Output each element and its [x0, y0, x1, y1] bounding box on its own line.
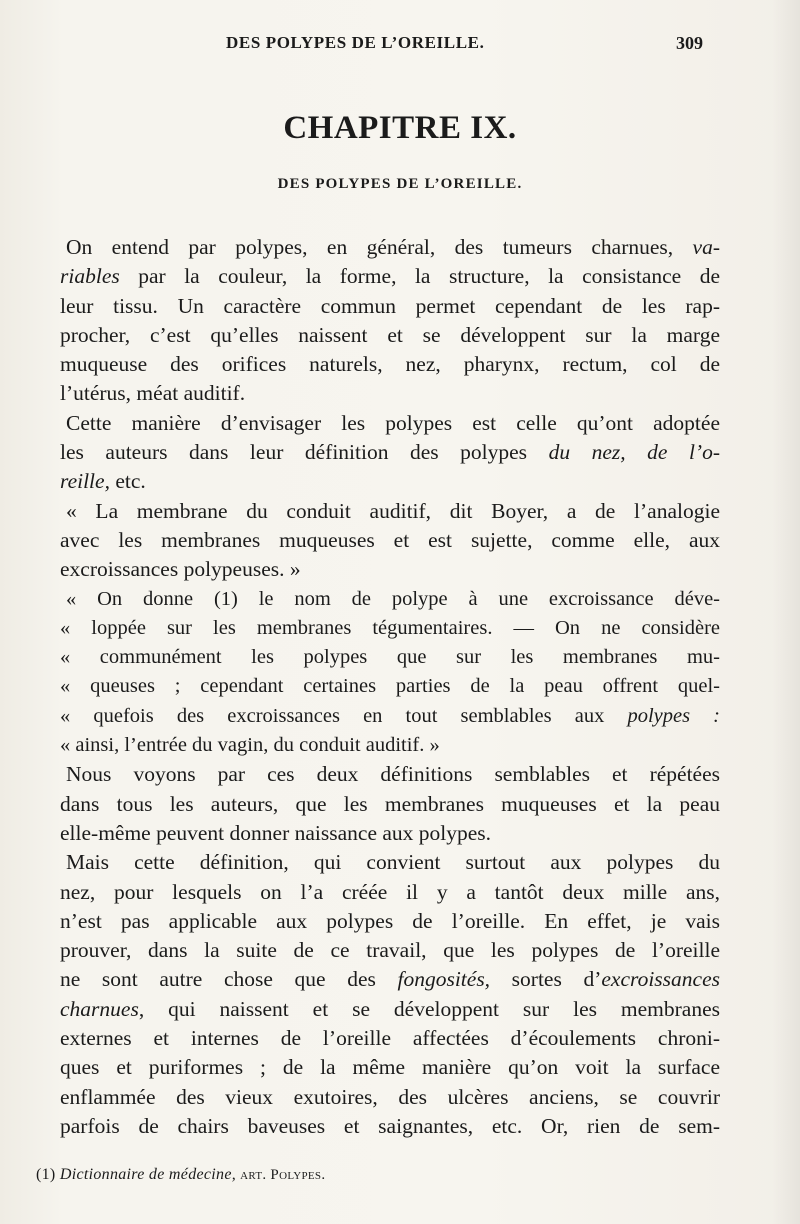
text-line [60, 1053, 720, 1082]
text-line [60, 702, 720, 731]
chapter-title: CHAPITRE IX. [283, 110, 517, 146]
italic-text: excroissances [601, 967, 720, 992]
text-run: avec les membranes muqueuses et est sujette, comme elle, aux [60, 527, 720, 552]
text-line [60, 790, 720, 819]
text-run: Mais cette définition, qui convient surtout aux polypes du [66, 850, 720, 875]
text-line [60, 350, 720, 379]
footnote [36, 1166, 325, 1184]
text-run: Nous voyons par ces deux définitions semblables et répétées [66, 762, 720, 787]
text-line [60, 555, 720, 584]
text-line [60, 292, 720, 321]
text-line [60, 965, 720, 994]
text-run: enflammée des vieux exutoires, des ulcères anciens, se couvrir [60, 1084, 720, 1109]
text-run: leur tissu. Un caractère commun permet cependant de les rap- [60, 293, 720, 318]
text-line [60, 1112, 720, 1141]
text-run: par la couleur, la forme, la structure, la consistance de [119, 264, 720, 289]
running-head [0, 33, 800, 59]
text-line [60, 262, 720, 291]
page-number: 309 [676, 33, 703, 53]
footnote-text: Dictionnaire de médecine, [55, 1166, 237, 1183]
text-run: n’est pas applicable aux polypes de l’oreille. En effet, je vais [60, 908, 720, 933]
italic-text: va- [692, 235, 720, 259]
text-line [60, 643, 720, 672]
text-run: « ainsi, l’entrée du vagin, du conduit auditif. » [60, 734, 440, 757]
text-line [60, 907, 720, 936]
text-run: « La membrane du conduit auditif, dit Boyer, a de l’analogie [66, 498, 720, 523]
text-line [60, 878, 720, 907]
text-line [60, 995, 720, 1024]
text-run: ne sont autre chose que des [60, 967, 398, 992]
text-line [60, 672, 720, 701]
text-line [60, 760, 720, 789]
text-line [60, 321, 720, 350]
text-line [60, 233, 720, 262]
text-run: etc. [109, 469, 146, 494]
text-line [60, 936, 720, 965]
text-run: sortes d’ [490, 967, 602, 992]
text-run: nez, pour lesquels on l’a créée il y a tantôt deux mille ans, [60, 879, 720, 904]
text-run: On entend par polypes, en général, des tumeurs charnues, [66, 235, 693, 259]
text-run: « loppée sur les membranes tégumentaires. — On ne considère [60, 616, 720, 639]
italic-text: du nez, de l’o- [548, 440, 720, 465]
running-title: DES POLYPES DE L’OREILLE. [226, 33, 485, 52]
text-run: Cette manière d’envisager les polypes est celle qu’ont adoptée [66, 410, 720, 435]
text-run: procher, c’est qu’elles naissent et se développent sur la marge [60, 322, 720, 347]
text-run: « queuses ; cependant certaines parties de la peau offrent quel- [60, 675, 720, 698]
text-run: l’utérus, méat auditif. [60, 381, 246, 406]
text-run: ques et puriformes ; de la même manière qu’on voit la surface [60, 1055, 720, 1080]
footnote-mark: (1) [36, 1166, 56, 1183]
text-run: « On donne (1) le nom de polype à une excroissance déve- [66, 587, 720, 610]
text-run: muqueuse des orifices naturels, nez, pharynx, rectum, col de [60, 352, 720, 377]
text-line [60, 438, 720, 467]
text-line [60, 467, 720, 496]
text-run: « quefois des excroissances en tout semblables aux [60, 704, 628, 727]
italic-text: riables [60, 264, 120, 289]
text-run: excroissances polypeuses. » [60, 557, 301, 582]
text-line [60, 614, 720, 643]
footnote-abbreviation: art. Polypes. [236, 1167, 326, 1183]
text-line [60, 1083, 720, 1112]
text-run: « communément les polypes que sur les membranes mu- [60, 646, 720, 669]
text-run: , qui naissent et se développent sur les membranes [138, 996, 720, 1021]
text-line [60, 585, 720, 614]
text-run: dans tous les auteurs, que les membranes muqueuses et la peau [60, 791, 720, 816]
italic-text: fongosités, [397, 967, 491, 992]
text-run: externes et internes de l’oreille affectées d’écoulements chroni- [60, 1026, 720, 1051]
text-run: les auteurs dans leur définition des polypes [60, 440, 549, 465]
italic-text: polypes : [627, 704, 720, 727]
text-line [60, 497, 720, 526]
text-run: elle-même peuvent donner naissance aux polypes. [60, 820, 492, 845]
italic-text: charnues [60, 996, 139, 1021]
section-title: DES POLYPES DE L’OREILLE. [277, 176, 523, 192]
text-line [60, 848, 720, 877]
text-line [60, 526, 720, 555]
text-run: prouver, dans la suite de ce travail, que les polypes de l’oreille [60, 938, 720, 963]
italic-text: reille, [60, 469, 110, 494]
text-line [60, 379, 720, 408]
text-line [60, 1024, 720, 1053]
body-text [60, 233, 720, 1141]
text-line [60, 409, 720, 438]
text-line [60, 731, 720, 760]
text-run: parfois de chairs baveuses et saignantes, etc. Or, rien de sem- [60, 1113, 720, 1138]
text-line [60, 819, 720, 848]
